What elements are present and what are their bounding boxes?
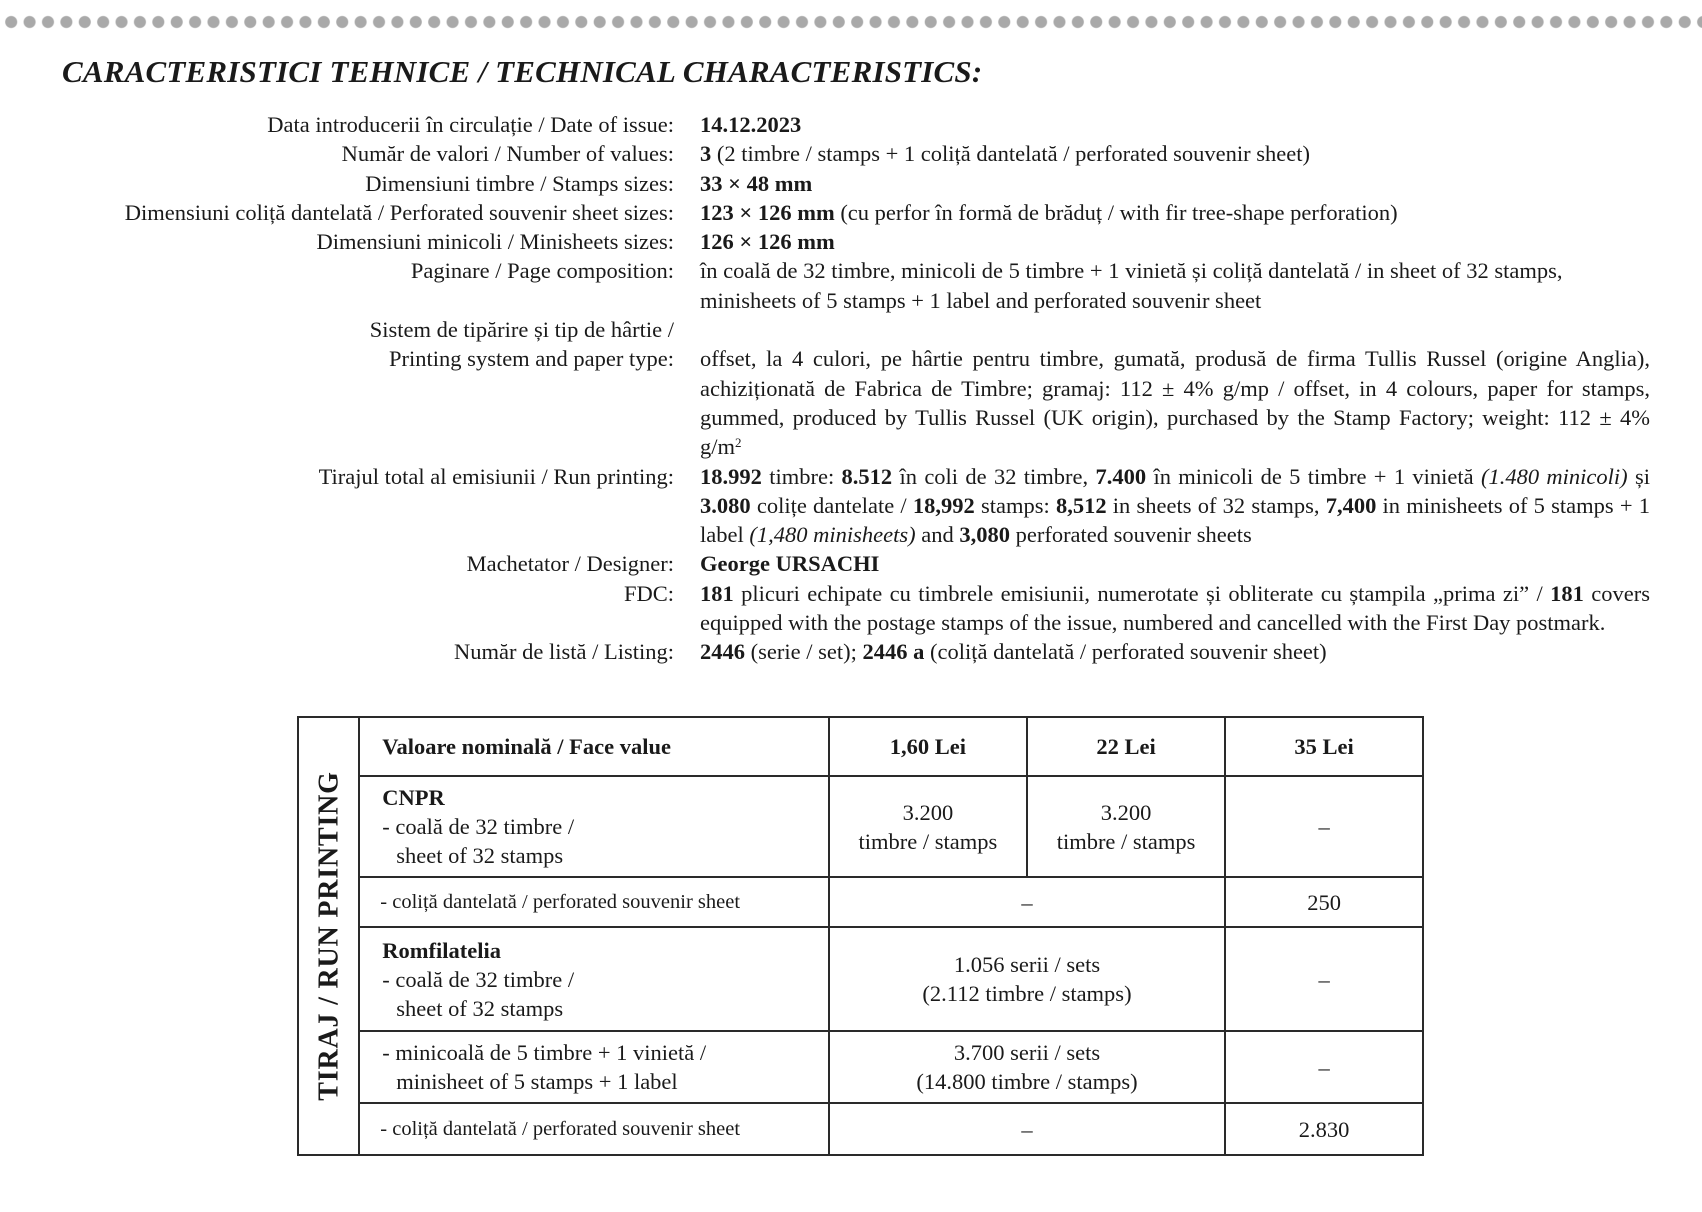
cnpr-value-1-unit: timbre / stamps [858, 828, 998, 854]
designer-name: George URSACHI [700, 551, 880, 577]
run-total-ro: 18.992 [700, 463, 762, 489]
run-text: and [915, 522, 960, 548]
run-total-en: 18,992 [912, 492, 975, 518]
superscript: 2 [735, 435, 742, 451]
header-value-1 [829, 717, 1027, 776]
romf-mini-value-3: – [1225, 1031, 1423, 1103]
romf-mini-sets: 3.700 serii / sets [953, 1040, 1101, 1065]
spec-value-bold: 14.12.2023 [700, 112, 802, 137]
specs-list [0, 110, 1702, 667]
cnpr-sheet-value-3: 250 [1225, 877, 1423, 927]
spec-value [700, 169, 1650, 198]
run-text: timbre: [761, 463, 842, 489]
romf-sheet-label: - coliță dantelată / perforated souvenir sheet [359, 1103, 829, 1155]
header-label-cell [359, 717, 829, 776]
spec-value [700, 110, 1650, 139]
cnpr-line1: - coală de 32 timbre / [382, 814, 575, 839]
spec-value-text: (2 timbre / stamps + 1 coliță dantelată / perforated souvenir sheet) [711, 141, 1310, 167]
cnpr-title: CNPR [382, 785, 445, 810]
spec-label: FDC: [623, 580, 674, 606]
spec-label: Număr de valori / Number of values: [341, 141, 674, 167]
cnpr-label-cell [359, 776, 829, 877]
spec-value [700, 549, 1650, 578]
spec-value: în coală de 32 timbre, minicoli de 5 timbre + 1 vinietă și coliță dantelată / in sheet of 32 stamps, minisheets of 5 stamps + 1 label and perforated souvenir sheet [700, 258, 1563, 313]
romf-stamps: (2.112 timbre / stamps) [922, 981, 1132, 1006]
spec-label: Sistem de tipărire și tip de hârtie / [369, 317, 674, 343]
romf-mini-value-12 [829, 1031, 1225, 1103]
table-row-cnpr-sheet [298, 877, 1423, 927]
spec-row-listing [0, 637, 1702, 666]
run-minisheets-en: 7,400 [1325, 492, 1377, 518]
cnpr-line2: sheet of 32 stamps [396, 843, 564, 868]
table-row-romfilatelia [298, 927, 1423, 1031]
fdc-count-ro: 181 [700, 580, 734, 606]
run-sheets-ro: 8.512 [841, 463, 893, 489]
listing-set: 2446 [700, 639, 745, 665]
spec-value [700, 462, 1650, 550]
cnpr-value-3: – [1225, 776, 1423, 877]
listing-text: (serie / set); [745, 639, 863, 665]
spec-row-sheet-size [0, 198, 1702, 227]
run-text: perforated souvenir sheets [1009, 522, 1252, 548]
spec-label: Data introducerii în circulație / Date of issue: [267, 112, 674, 137]
run-text: in sheets of 32 stamps, [1106, 492, 1326, 518]
spec-value [700, 579, 1650, 638]
table-header-row [298, 717, 1423, 776]
cnpr-sheet-value-12: – [829, 877, 1225, 927]
spec-label: Număr de listă / Listing: [454, 639, 674, 665]
table-row-romf-minisheet [298, 1031, 1423, 1103]
face-value-3: 35 Lei [1294, 734, 1354, 759]
romf-mini-line2: minisheet of 5 stamps + 1 label [396, 1069, 678, 1094]
spec-value-bold: 123 × 126 mm [700, 199, 835, 225]
run-sheets-en: 8,512 [1055, 492, 1107, 518]
face-value-1: 1,60 Lei [889, 734, 967, 759]
romf-value-12 [829, 927, 1225, 1031]
header-value-3 [1225, 717, 1423, 776]
romf-sheet-value-12: – [829, 1103, 1225, 1155]
spec-row-date [0, 110, 1702, 139]
spec-value [700, 139, 1650, 168]
romf-mini-stamps: (14.800 timbre / stamps) [916, 1069, 1138, 1094]
spec-row-fdc [0, 579, 1702, 638]
spec-value [700, 344, 1650, 461]
spec-row-run-printing [0, 462, 1702, 550]
run-note-ro: (1.480 minicoli) [1480, 463, 1628, 489]
table-row-romf-sheet [298, 1103, 1423, 1155]
cnpr-value-2-unit: timbre / stamps [1056, 828, 1196, 854]
spec-value [700, 227, 1650, 256]
spec-value-bold: 3 [700, 141, 712, 167]
header-value-2 [1027, 717, 1225, 776]
spec-value-text: offset, la 4 culori, pe hârtie pentru timbre, gumată, produsă de firma Tullis Russel (origine Anglia), achiziționată de Fabrica de Timbre; gramaj: 112 ± 4% g/mp / offset, in 4 colours, paper for stamps, gummed, produced by Tullis Russel (UK origin), purchased by the Stamp Factory; weight: 112 ± 4% g/m [700, 346, 1650, 460]
spec-value-text: (cu perfor în formă de brăduț / with fir tree-shape perforation) [834, 199, 1398, 225]
romf-title: Romfilatelia [382, 937, 501, 963]
run-text: și [1627, 463, 1650, 489]
face-value-2: 22 Lei [1096, 734, 1156, 759]
listing-text: (coliță dantelată / perforated souvenir sheet) [924, 639, 1327, 665]
spec-label: Paginare / Page composition: [410, 258, 674, 284]
run-souvenir-en: 3,080 [959, 522, 1010, 548]
spec-label: Machetator / Designer: [466, 551, 674, 577]
spec-row-page-composition [0, 256, 1702, 315]
cnpr-value-2-count: 3.200 [1100, 799, 1152, 825]
romf-mini-label-cell [359, 1031, 829, 1103]
run-text: stamps: [974, 492, 1056, 518]
run-note-en: (1,480 minisheets) [749, 522, 916, 548]
romf-line1: - coală de 32 timbre / [382, 966, 575, 992]
romf-label-cell [359, 927, 829, 1031]
spec-label: Printing system and paper type: [389, 346, 674, 372]
spec-label: Dimensiuni coliță dantelată / Perforated souvenir sheet sizes: [124, 199, 674, 225]
fdc-count-en: 181 [1550, 580, 1584, 606]
cnpr-sheet-label: - coliță dantelată / perforated souvenir sheet [359, 877, 829, 927]
side-label: TIRAJ / RUN PRINTING [313, 771, 345, 1101]
run-printing-table [297, 716, 1424, 1156]
romf-line2: sheet of 32 stamps [396, 995, 564, 1021]
romf-sheet-value-3: 2.830 [1225, 1103, 1423, 1155]
header-label: Valoare nominală / Face value [382, 734, 672, 759]
side-label-cell [298, 717, 359, 1155]
romf-mini-line1: - minicoală de 5 timbre + 1 vinietă / [382, 1040, 707, 1065]
spec-row-values [0, 139, 1702, 168]
cnpr-value-1 [829, 776, 1027, 877]
run-minisheets-ro: 7.400 [1095, 463, 1147, 489]
run-text: în coli de 32 timbre, [892, 463, 1096, 489]
run-text: in minisheets of 5 stamps + 1 label [700, 492, 1650, 548]
spec-row-printing-label [0, 315, 1702, 344]
page-heading: CARACTERISTICI TEHNICE / TECHNICAL CHARACTERISTICS: [62, 54, 983, 89]
spec-value-bold: 33 × 48 mm [700, 170, 813, 196]
romf-value-3: – [1225, 927, 1423, 1031]
table-row-cnpr [298, 776, 1423, 877]
spec-row-minisheet-size [0, 227, 1702, 256]
run-souvenir-ro: 3.080 [700, 492, 751, 518]
dotted-divider [0, 14, 1702, 30]
spec-value [700, 637, 1650, 666]
romf-sets: 1.056 serii / sets [953, 952, 1101, 977]
spec-value [700, 198, 1650, 227]
fdc-text: covers equipped with the postage stamps of the issue, numbered and cancelled with the First Day postmark. [700, 580, 1650, 636]
spec-value-bold: 126 × 126 mm [700, 229, 835, 255]
fdc-text: plicuri echipate cu timbrele emisiunii, numerotate și obliterate cu ștampila „prima zi” / [733, 580, 1551, 606]
run-text: în minicoli de 5 timbre + 1 vinietă [1146, 463, 1481, 489]
spec-row-designer [0, 549, 1702, 578]
cnpr-value-2 [1027, 776, 1225, 877]
spec-label: Dimensiuni minicoli / Minisheets sizes: [316, 229, 674, 255]
spec-label: Dimensiuni timbre / Stamps sizes: [365, 170, 674, 196]
spec-label: Tirajul total al emisiunii / Run printing: [318, 463, 674, 489]
listing-sheet: 2446 a [862, 639, 925, 665]
spec-row-printing [0, 344, 1702, 461]
spec-row-stamp-size [0, 169, 1702, 198]
run-text: colițe dantelate / [750, 492, 913, 518]
cnpr-value-1-count: 3.200 [902, 799, 954, 825]
